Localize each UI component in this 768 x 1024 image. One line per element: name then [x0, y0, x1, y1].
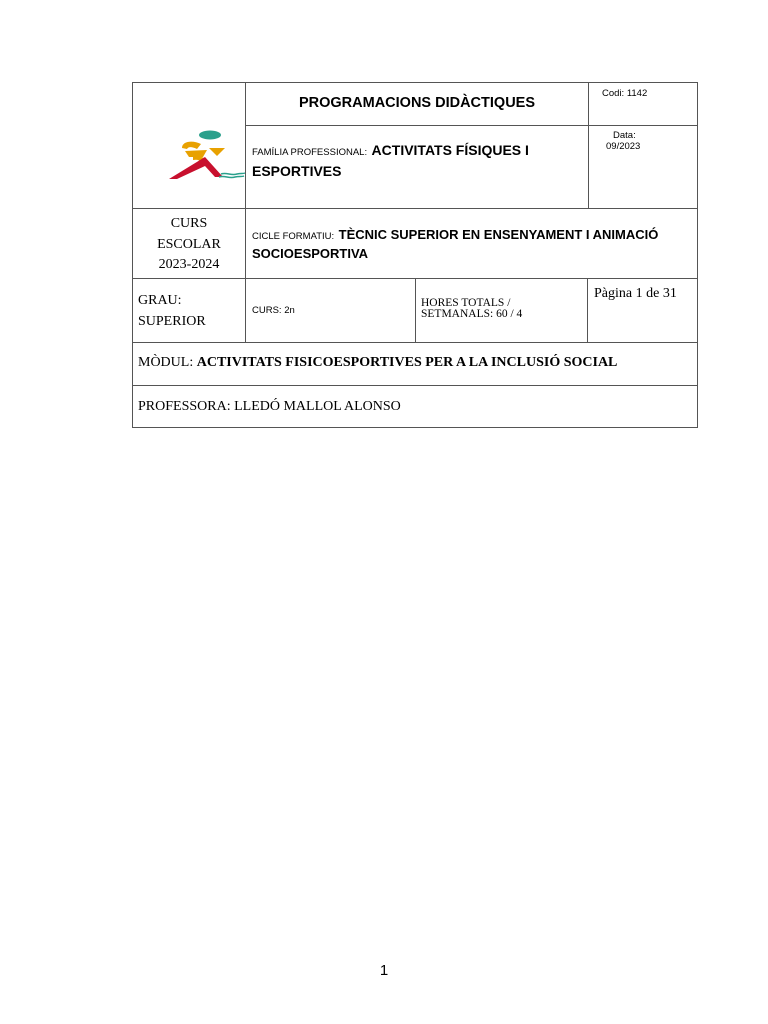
page-number: 1 — [379, 962, 389, 979]
grade-line: GRAU: — [138, 293, 182, 308]
school-year-line: ESCOLAR — [157, 236, 221, 252]
date-label: Data: — [613, 130, 636, 141]
module-text — [138, 355, 617, 371]
date-cell — [588, 125, 698, 209]
family-value: ACTIVITATS FÍSIQUES I ESPORTIVES — [252, 142, 529, 179]
course-text: CURS: 2n — [252, 305, 295, 316]
cycle-value: TÈCNIC SUPERIOR EN ENSENYAMENT I ANIMACIÓ SOCIOESPORTIVA — [252, 227, 659, 261]
grade-cell — [132, 278, 246, 343]
code-cell — [588, 82, 698, 126]
cycle-cell — [245, 208, 698, 279]
hours-line: SETMANALS: 60 / 4 — [421, 308, 523, 320]
school-year-line: CURS — [170, 216, 208, 231]
teacher-text: PROFESSORA: LLEDÓ MALLOL ALONSO — [138, 399, 401, 414]
cycle-label: CICLE FORMATIU: — [252, 231, 335, 242]
code-label: Codi: 1142 — [602, 88, 648, 99]
title-cell — [245, 82, 589, 126]
cycle-text — [252, 226, 696, 262]
school-year-cell — [132, 208, 246, 279]
hours-line: HORES TOTALS / — [421, 297, 511, 309]
module-cell — [132, 342, 698, 386]
school-year-text — [133, 214, 245, 276]
grade-line: SUPERIOR — [138, 314, 206, 329]
teacher-cell — [132, 385, 698, 428]
course-cell — [245, 278, 416, 343]
family-text — [252, 141, 572, 181]
institution-logo-icon — [165, 130, 247, 182]
grade-text — [138, 290, 206, 332]
module-label: MÒDUL: — [138, 355, 194, 370]
page-info: Pàgina 1 de 31 — [594, 286, 677, 301]
document-title: PROGRAMACIONS DIDÀCTIQUES — [298, 95, 536, 111]
module-value: ACTIVITATS FISICOESPORTIVES PER A LA INCLUSIÓ SOCIAL — [196, 355, 618, 370]
family-cell — [245, 125, 589, 209]
hours-cell — [415, 278, 588, 343]
school-year-line: 2023-2024 — [158, 257, 220, 272]
date-value: 09/2023 — [606, 141, 641, 152]
hours-text — [421, 298, 522, 320]
page-info-cell — [587, 278, 698, 343]
family-label: FAMÍLIA PROFESSIONAL: — [252, 147, 368, 158]
